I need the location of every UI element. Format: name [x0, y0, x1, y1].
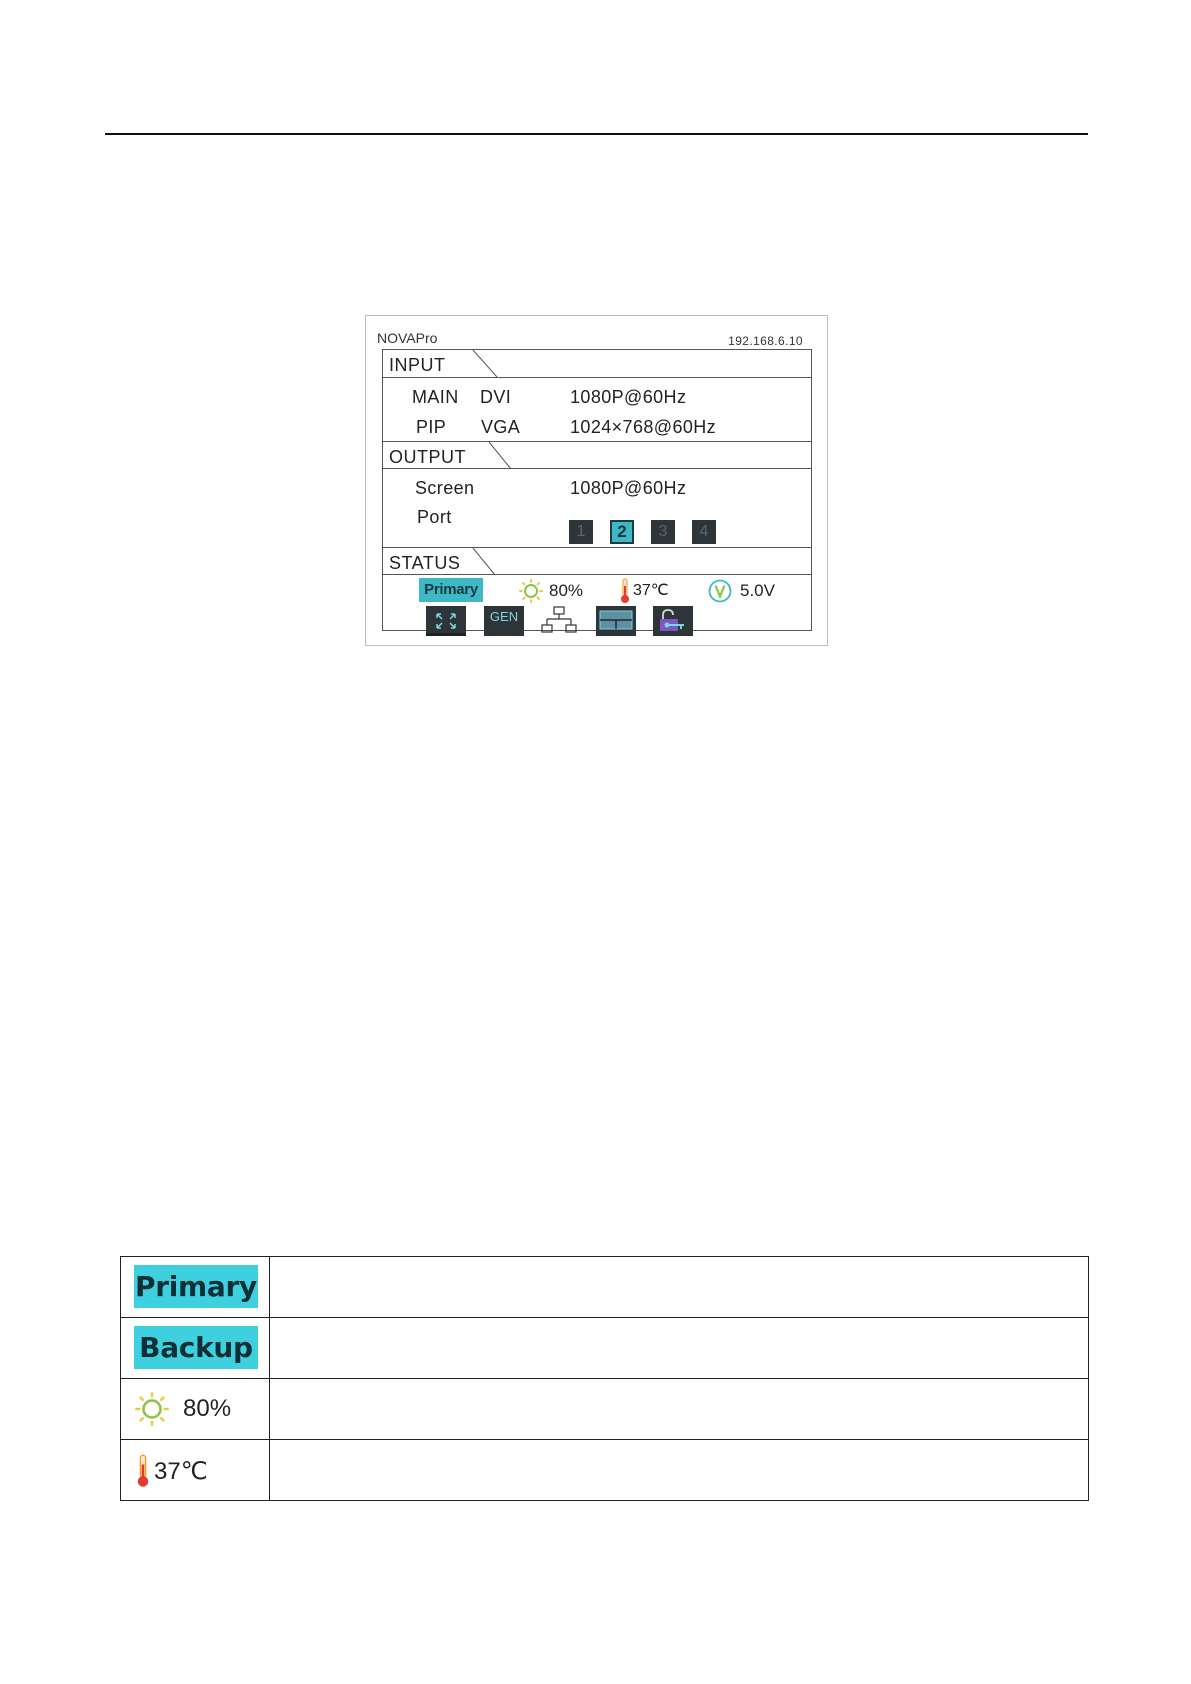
screen-resolution: 1080P@60Hz	[570, 478, 687, 498]
legend-row	[121, 1318, 1089, 1379]
header-rule	[105, 133, 1088, 135]
fullscreen-icon	[426, 606, 466, 636]
pip-resolution: 1024×768@60Hz	[570, 417, 717, 437]
output-section-header	[383, 441, 811, 469]
gen-label: GEN	[489, 609, 519, 624]
voltage-icon	[708, 579, 732, 603]
status-legend-table	[120, 1256, 1089, 1501]
status-section-label: STATUS	[389, 553, 461, 573]
main-label: MAIN	[412, 387, 459, 407]
status-section-header	[383, 547, 811, 575]
legend-row	[121, 1440, 1089, 1501]
legend-icon-cell	[121, 1440, 270, 1501]
port-3: 3	[651, 520, 675, 544]
temperature-legend-value: 37℃	[154, 1458, 208, 1485]
primary-badge-large: Primary	[134, 1265, 258, 1308]
legend-description-cell	[269, 1257, 1088, 1318]
main-resolution: 1080P@60Hz	[570, 387, 687, 407]
primary-badge: Primary	[419, 578, 483, 602]
lock-key-icon	[653, 606, 693, 636]
legend-row	[121, 1257, 1089, 1318]
port-1: 1	[569, 520, 593, 544]
legend-description-cell	[269, 1379, 1088, 1440]
port-label: Port	[417, 507, 452, 527]
legend-icon-cell	[121, 1318, 270, 1379]
input-section-header	[383, 350, 811, 378]
ip-address: 192.168.6.10	[728, 334, 803, 348]
network-topology-icon	[539, 606, 579, 636]
thermometer-icon	[620, 578, 630, 604]
lcd-panel	[382, 349, 812, 631]
screen-label: Screen	[415, 478, 475, 498]
main-source: DVI	[480, 387, 512, 407]
pip-source: VGA	[481, 417, 521, 437]
legend-row	[121, 1379, 1089, 1440]
output-section-label: OUTPUT	[389, 447, 466, 467]
backup-badge-large: Backup	[134, 1326, 258, 1369]
gen-icon	[484, 606, 524, 636]
brightness-icon	[135, 1392, 169, 1426]
brightness-icon	[519, 579, 543, 603]
brightness-value: 80%	[549, 581, 584, 600]
brightness-legend-value: 80%	[183, 1395, 232, 1422]
legend-icon-cell	[121, 1379, 270, 1440]
pip-label: PIP	[416, 417, 447, 437]
voltage-value: 5.0V	[740, 581, 775, 600]
thermometer-icon	[136, 1454, 150, 1488]
legend-icon-cell	[121, 1257, 270, 1318]
port-4: 4	[692, 520, 716, 544]
layout-split-icon	[596, 606, 636, 636]
temperature-value: 37℃	[633, 582, 669, 599]
legend-description-cell	[269, 1318, 1088, 1379]
device-name: NOVAPro	[377, 330, 438, 346]
port-2-active: 2	[610, 520, 634, 544]
input-section-label: INPUT	[389, 355, 446, 375]
lcd-screen-figure	[365, 315, 828, 646]
legend-description-cell	[269, 1440, 1088, 1501]
